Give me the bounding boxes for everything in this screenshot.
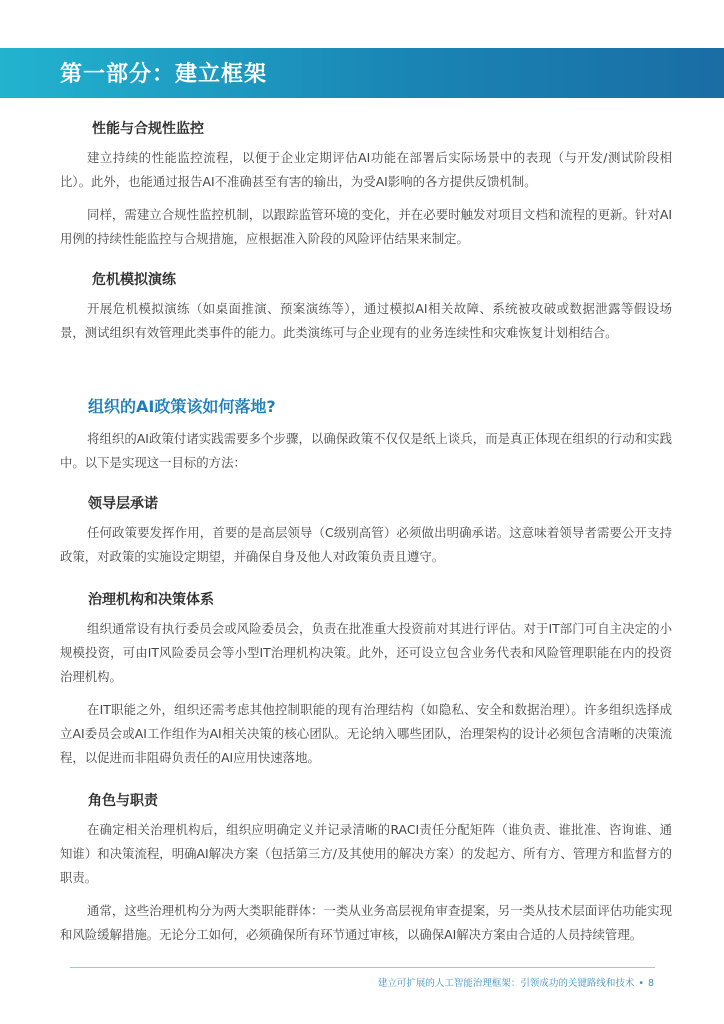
heading-leadership-commitment: 领导层承诺	[88, 496, 158, 512]
heading-roles-responsibilities: 角色与职责	[88, 793, 158, 809]
paragraph-governance-1: 组织通常设有执行委员会或风险委员会，负责在批准重大投资前对其进行评估。对于IT部门可自主决定的小规模投资，可由IT风险委员会等小型IT治理机构决策。此外，还可设立包含业务代表和风险管理职能在内的投资治理机构。	[60, 621, 672, 684]
footer-title: 建立可扩展的人工智能治理框架：引领成功的关键路线和技术	[377, 978, 635, 989]
heading-governance-bodies: 治理机构和决策体系	[88, 592, 214, 608]
heading-crisis-simulation: 危机模拟演练	[92, 272, 176, 288]
section-banner	[0, 48, 724, 98]
section-title: 第一部分：建立框架	[60, 62, 268, 87]
page-number: 8	[647, 978, 654, 989]
page-footer	[378, 975, 654, 989]
paragraph-crisis-1: 开展危机模拟演练（如桌面推演、预案演练等），通过模拟AI相关故障、系统被攻破或数据泄露等假设场景，测试组织有效管理此类事件的能力。此类演练可与企业现有的业务连续性和灾难恢复计划相结合。	[60, 301, 672, 340]
footer-separator: •	[638, 978, 644, 989]
heading-performance-compliance: 性能与合规性监控	[92, 121, 204, 137]
paragraph-roles-1: 在确定相关治理机构后，组织应明确定义并记录清晰的RACI责任分配矩阵（谁负责、谁批准、咨询谁、通知谁）和决策流程，明确AI解决方案（包括第三方/及其使用的解决方案）的发起方、所有方、管理方和监督方的职责。	[60, 822, 672, 885]
paragraph-policy-1: 将组织的AI政策付诸实践需要多个步骤，以确保政策不仅仅是纸上谈兵，而是真正体现在组织的行动和实践中。以下是实现这一目标的方法：	[60, 431, 672, 470]
heading-policy-implementation: 组织的AI政策该如何落地?	[88, 397, 276, 416]
paragraph-governance-2: 在IT职能之外，组织还需考虑其他控制职能的现有治理结构（如隐私、安全和数据治理）。许多组织选择成立AI委员会或AI工作组作为AI相关决策的核心团队。无论纳入哪些团队，治理架构的设计必须包含清晰的决策流程，以促进而非阻碍负责任的AI应用快速落地。	[60, 702, 672, 765]
paragraph-performance-1: 建立持续的性能监控流程，以便于企业定期评估AI功能在部署后实际场景中的表现（与开发/测试阶段相比）。此外，也能通过报告AI不准确甚至有害的输出，为受AI影响的各方提供反馈机制。	[60, 150, 672, 189]
paragraph-leadership-1: 任何政策要发挥作用，首要的是高层领导（C级别高管）必须做出明确承诺。这意味着领导者需要公开支持政策，对政策的实施设定期望，并确保自身及他人对政策负责且遵守。	[60, 525, 672, 564]
footer-divider	[70, 967, 655, 968]
paragraph-roles-2: 通常，这些治理机构分为两大类职能群体：一类从业务高层视角审查提案，另一类从技术层面评估功能实现和风险缓解措施。无论分工如何，必须确保所有环节通过审核，以确保AI解决方案由合适的人员持续管理。	[60, 903, 672, 942]
paragraph-performance-2: 同样，需建立合规性监控机制，以跟踪监管环境的变化，并在必要时触发对项目文档和流程的更新。针对AI用例的持续性能监控与合规措施，应根据准入阶段的风险评估结果来制定。	[60, 207, 672, 246]
